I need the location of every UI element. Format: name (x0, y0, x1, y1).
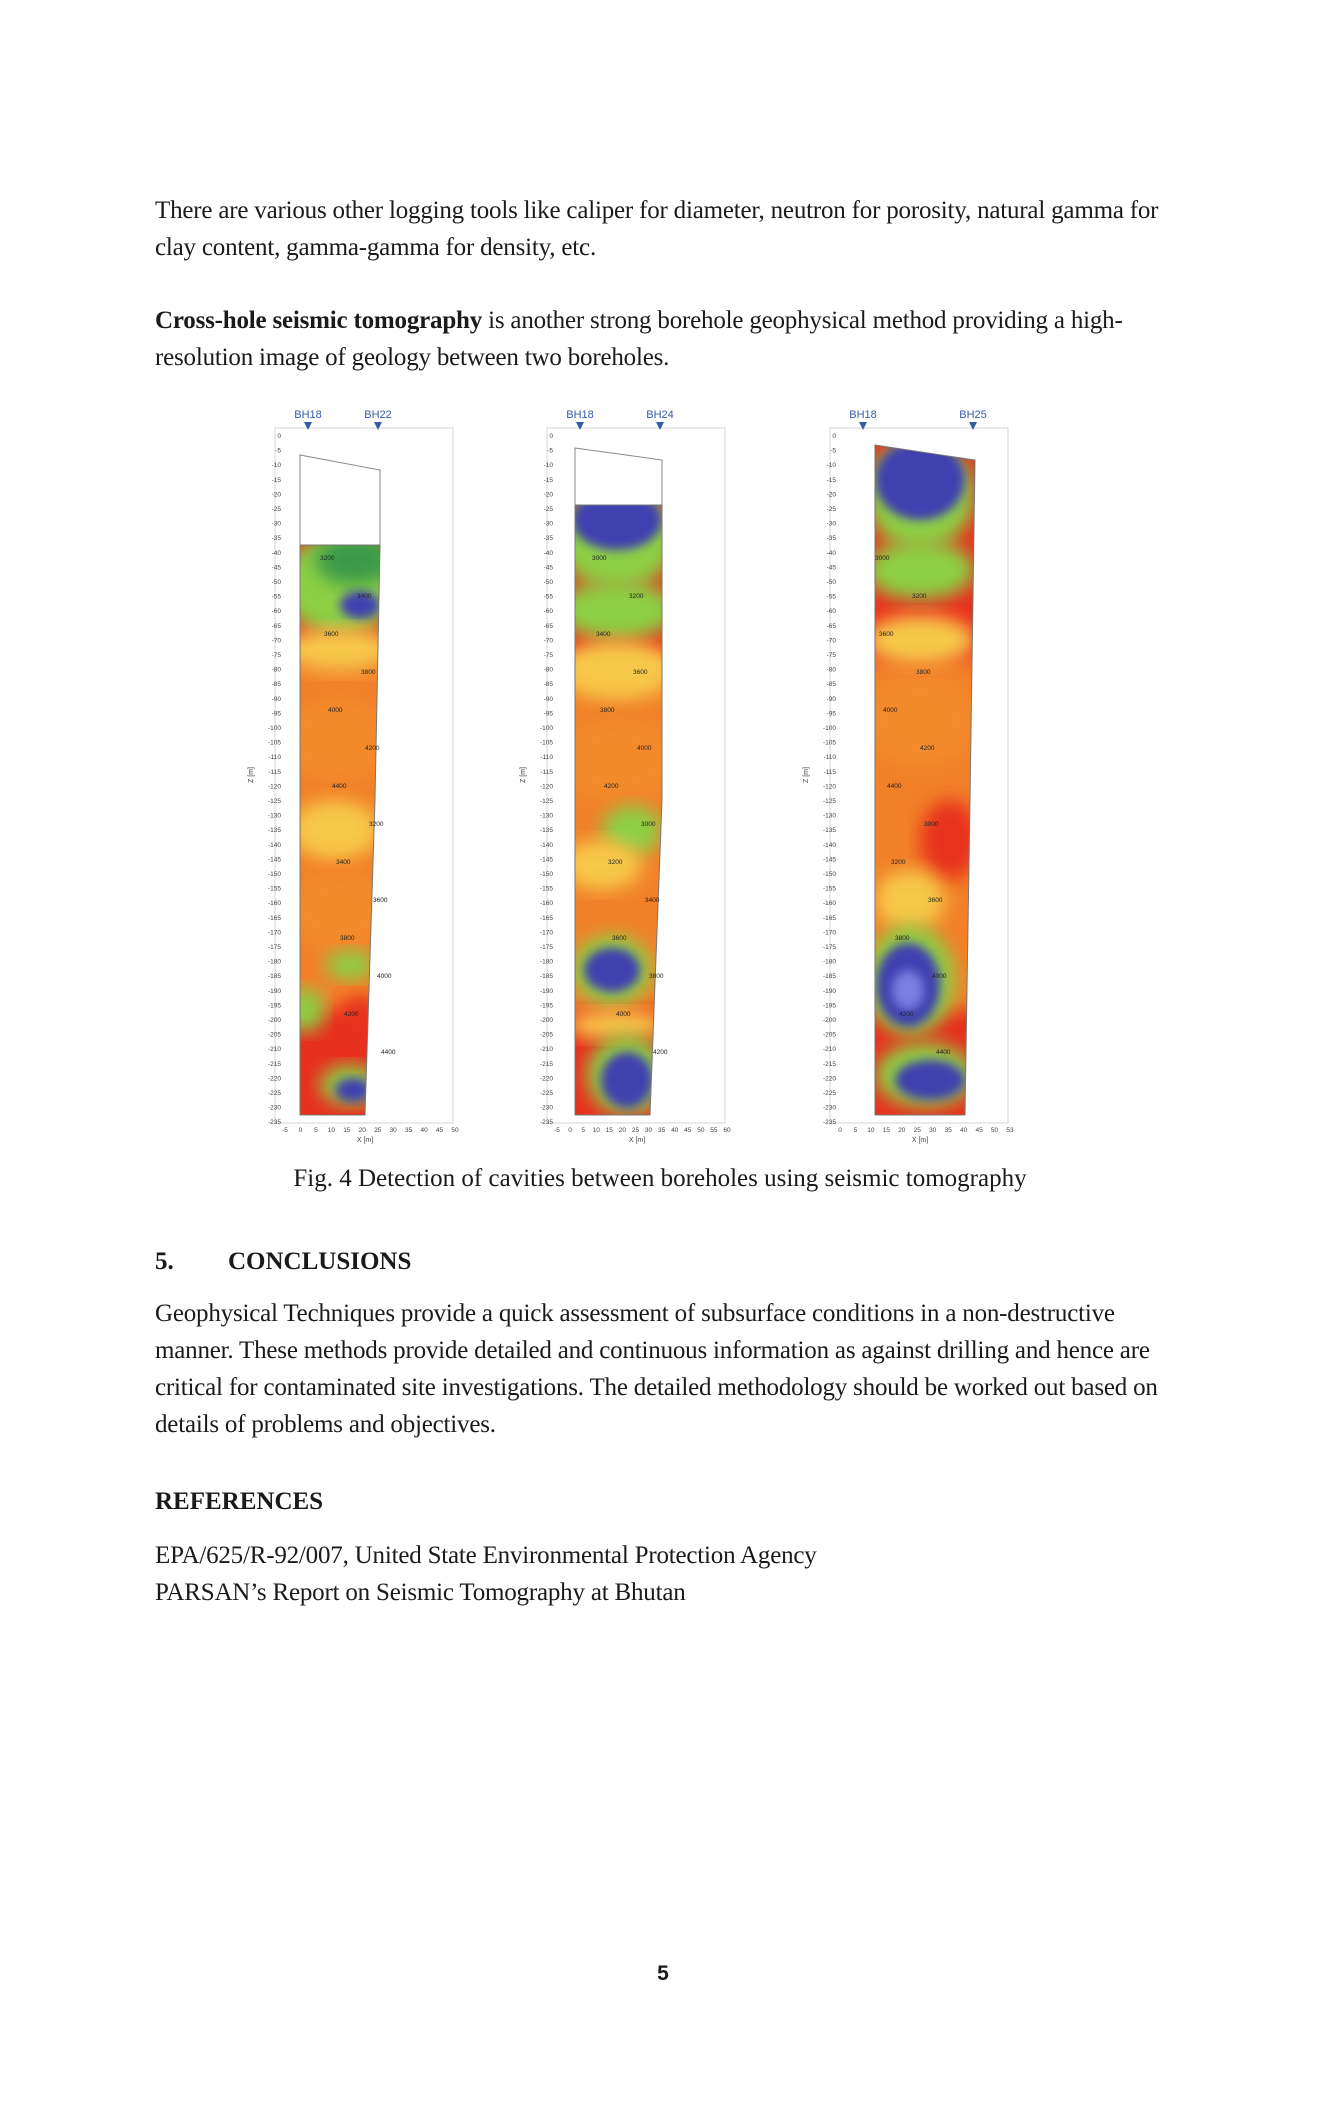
borehole-label: BH25 (959, 409, 987, 421)
contour-value-label: 3600 (879, 631, 894, 638)
contour-value-label: 3200 (320, 555, 335, 562)
depth-tick-label: -140 (822, 841, 836, 849)
depth-tick-label: -180 (539, 958, 553, 966)
contour-value-label: 4400 (936, 1049, 951, 1056)
x-tick-label: 25 (374, 1127, 382, 1134)
depth-tick-label: -85 (271, 681, 281, 689)
x-tick-label: 53 (1006, 1127, 1014, 1134)
depth-tick-label: -15 (271, 476, 281, 484)
contour-value-label: 3600 (373, 897, 388, 904)
depth-tick-label: -185 (539, 973, 553, 981)
depth-tick-label: -40 (826, 549, 836, 557)
depth-tick-label: -140 (267, 841, 281, 849)
depth-tick-label: 0 (277, 433, 281, 440)
depth-tick-label: -50 (271, 579, 281, 586)
depth-tick-label: -70 (826, 637, 836, 645)
x-tick-label: 0 (568, 1127, 572, 1134)
depth-tick-label: -165 (822, 914, 836, 922)
x-tick-label: 15 (605, 1127, 613, 1134)
depth-tick-label: -215 (822, 1060, 836, 1068)
depth-tick-label: -15 (826, 476, 836, 484)
depth-tick-label: -225 (539, 1090, 553, 1097)
cavity-zone (895, 1060, 965, 1100)
x-tick-label: 5 (581, 1127, 585, 1134)
depth-tick-label: -200 (539, 1017, 553, 1024)
depth-tick-label: -170 (822, 929, 836, 937)
depth-tick-label: -100 (539, 725, 553, 732)
depth-tick-label: -65 (826, 622, 836, 630)
depth-tick-label: -165 (539, 914, 553, 922)
x-tick-label: 10 (327, 1127, 335, 1134)
depth-tick-label: -80 (543, 666, 553, 674)
depth-tick-label: -85 (543, 681, 553, 689)
contour-value-label: 3600 (612, 935, 627, 942)
x-tick-label: 15 (882, 1127, 890, 1134)
depth-tick-label: -80 (826, 666, 836, 674)
depth-tick-label: -90 (826, 695, 836, 703)
velocity-zone (865, 615, 975, 665)
x-axis-label: X [m] (628, 1137, 646, 1144)
depth-tick-label: -195 (822, 1002, 836, 1010)
depth-tick-label: -195 (539, 1002, 553, 1010)
depth-tick-label: -5 (547, 447, 553, 455)
depth-tick-label: -180 (267, 958, 281, 966)
contour-value-label: 4000 (616, 1011, 631, 1018)
contour-value-label: 3800 (649, 973, 664, 980)
depth-tick-label: -235 (822, 1119, 836, 1127)
depth-tick-label: -135 (822, 827, 836, 835)
x-tick-label: 5 (853, 1127, 858, 1134)
depth-tick-label: -25 (543, 506, 553, 513)
borehole-label: BH18 (566, 409, 594, 421)
crosshole-description: is another strong borehole geophysical method providing a high-resolution image of geology between two boreholes. (155, 307, 1123, 371)
depth-tick-label: -75 (826, 652, 836, 659)
depth-tick-label: -60 (271, 608, 281, 616)
depth-tick-label: -115 (823, 768, 836, 776)
depth-tick-label: -45 (271, 564, 281, 572)
x-tick-label: 0 (838, 1127, 842, 1134)
contour-value-label: 3000 (924, 821, 939, 828)
depth-tick-label: -70 (543, 637, 553, 645)
depth-tick-label: -175 (822, 944, 836, 951)
x-tick-label: 35 (657, 1127, 666, 1134)
contour-value-label: 4000 (883, 707, 898, 714)
x-tick-label: 45 (975, 1127, 983, 1134)
depth-tick-label: -200 (822, 1017, 836, 1024)
x-tick-label: 25 (631, 1127, 640, 1134)
depth-tick-label: -195 (267, 1002, 281, 1010)
contour-value-label: 3400 (336, 859, 351, 866)
depth-tick-label: -145 (539, 856, 553, 864)
depth-tick-label: -20 (271, 491, 281, 499)
depth-tick-label: -170 (267, 929, 281, 937)
depth-tick-label: -50 (543, 579, 553, 586)
x-tick-label: 10 (592, 1127, 600, 1134)
y-axis-label: Z [m] (520, 767, 527, 783)
depth-tick-label: -30 (271, 520, 281, 528)
x-tick-label: 20 (358, 1127, 366, 1134)
depth-tick-label: -160 (822, 900, 836, 908)
depth-tick-label: 0 (832, 433, 836, 440)
contour-value-label: 3000 (641, 821, 656, 828)
depth-tick-label: -100 (267, 725, 281, 732)
depth-tick-label: -125 (539, 798, 553, 805)
depth-tick-label: -20 (826, 491, 836, 499)
depth-tick-label: -210 (267, 1046, 281, 1054)
depth-tick-label: -120 (267, 783, 281, 791)
borehole-label: BH22 (364, 409, 392, 421)
depth-tick-label: -155 (539, 885, 553, 893)
depth-tick-label: -110 (540, 754, 553, 762)
contour-value-label: 4200 (920, 745, 935, 752)
velocity-zone (290, 800, 380, 860)
contour-value-label: 3800 (361, 669, 376, 676)
depth-tick-label: -130 (539, 812, 553, 820)
velocity-zone (325, 950, 375, 980)
depth-tick-label: -210 (539, 1046, 553, 1054)
x-tick-label: 10 (867, 1127, 875, 1134)
reference-item-1: EPA/625/R-92/007, United State Environmental Protection Agency (155, 1542, 817, 1569)
contour-value-label: 3200 (369, 821, 384, 828)
depth-tick-label: -5 (275, 447, 281, 455)
depth-tick-label: -35 (271, 535, 281, 543)
depth-tick-label: -160 (539, 900, 553, 908)
x-tick-label: 20 (618, 1127, 627, 1134)
depth-tick-label: -80 (271, 666, 281, 674)
depth-tick-label: -235 (539, 1119, 553, 1127)
x-tick-label: 55 (710, 1127, 718, 1134)
x-tick-label: 25 (913, 1127, 921, 1134)
x-axis-label: X [m] (911, 1137, 929, 1144)
tomography-figure (245, 409, 1085, 1144)
depth-tick-label: -75 (271, 652, 281, 659)
contour-value-label: 3000 (592, 555, 607, 562)
depth-tick-label: -175 (267, 944, 281, 951)
tomogram-panel-1 (248, 409, 459, 1144)
x-tick-label: 50 (990, 1127, 999, 1134)
contour-value-label: 3400 (357, 593, 372, 600)
contour-value-label: 4200 (653, 1049, 668, 1056)
depth-tick-label: -65 (543, 622, 553, 630)
contour-value-label: 3000 (875, 555, 890, 562)
contour-value-label: 3800 (916, 669, 931, 676)
depth-tick-label: -90 (271, 695, 281, 703)
depth-tick-label: -90 (543, 695, 553, 703)
contour-value-label: 3200 (629, 593, 644, 600)
depth-tick-label: -230 (822, 1104, 836, 1112)
depth-tick-label: -150 (267, 871, 281, 878)
depth-tick-label: -35 (543, 535, 553, 543)
references-heading: REFERENCES (155, 1488, 324, 1515)
depth-tick-label: -60 (826, 608, 836, 616)
depth-tick-label: -55 (826, 593, 836, 601)
contour-value-label: 4200 (365, 745, 380, 752)
depth-tick-label: -125 (267, 798, 281, 805)
depth-tick-label: -25 (826, 506, 836, 513)
depth-tick-label: -130 (267, 812, 281, 820)
depth-tick-label: -135 (267, 827, 281, 835)
depth-tick-label: -40 (271, 549, 281, 557)
x-tick-label: 20 (898, 1127, 906, 1134)
x-axis-label: X [m] (356, 1137, 374, 1144)
depth-tick-label: -95 (271, 710, 281, 718)
depth-tick-label: -125 (822, 798, 836, 805)
unsampled-zone (300, 455, 380, 545)
depth-tick-label: -60 (543, 608, 553, 616)
x-tick-label: 40 (420, 1127, 428, 1134)
depth-tick-label: -95 (826, 710, 836, 718)
contour-value-label: 3600 (324, 631, 339, 638)
contour-value-label: 4400 (887, 783, 902, 790)
depth-tick-label: -15 (543, 476, 553, 484)
depth-tick-label: -120 (822, 783, 836, 791)
depth-tick-label: -5 (830, 447, 836, 455)
depth-tick-label: -10 (543, 462, 553, 470)
depth-tick-label: -230 (539, 1104, 553, 1112)
depth-tick-label: -220 (822, 1075, 836, 1083)
depth-tick-label: -130 (822, 812, 836, 820)
depth-tick-label: 0 (549, 433, 553, 440)
contour-value-label: 4400 (332, 783, 347, 790)
depth-tick-label: -30 (826, 520, 836, 528)
contour-value-label: 3400 (645, 897, 660, 904)
contour-value-label: 3400 (596, 631, 611, 638)
velocity-zone (865, 540, 975, 600)
depth-tick-label: -55 (543, 593, 553, 601)
depth-tick-label: -45 (543, 564, 553, 572)
x-tick-label: 60 (723, 1127, 731, 1134)
depth-tick-label: -40 (543, 549, 553, 557)
x-tick-label: 15 (343, 1127, 351, 1134)
section-title: CONCLUSIONS (228, 1248, 412, 1275)
depth-tick-label: -30 (543, 520, 553, 528)
depth-tick-label: -140 (539, 841, 553, 849)
depth-tick-label: -50 (826, 579, 836, 586)
depth-tick-label: -55 (271, 593, 281, 601)
depth-tick-label: -10 (271, 462, 281, 470)
depth-tick-label: -115 (540, 768, 553, 776)
contour-value-label: 3200 (608, 859, 623, 866)
borehole-label: BH24 (646, 409, 674, 421)
y-axis-label: Z [m] (803, 767, 810, 783)
conclusions-heading (155, 1248, 411, 1276)
contour-value-label: 3600 (928, 897, 943, 904)
depth-tick-label: -185 (267, 973, 281, 981)
depth-tick-label: -145 (822, 856, 836, 864)
depth-tick-label: -85 (826, 681, 836, 689)
depth-tick-label: -205 (539, 1031, 553, 1039)
depth-tick-label: -230 (267, 1104, 281, 1112)
depth-tick-label: -170 (539, 929, 553, 937)
tomogram-panel-3 (803, 409, 1014, 1144)
section-number: 5. (155, 1248, 174, 1275)
depth-tick-label: -180 (822, 958, 836, 966)
x-tick-label: 35 (405, 1127, 413, 1134)
depth-tick-label: -190 (539, 987, 553, 995)
borehole-label: BH18 (294, 409, 322, 421)
depth-tick-label: -215 (539, 1060, 553, 1068)
x-tick-label: 30 (929, 1127, 937, 1134)
depth-tick-label: -210 (822, 1046, 836, 1054)
x-tick-label: 50 (451, 1127, 459, 1134)
x-tick-label: 40 (671, 1127, 679, 1134)
crosshole-term: Cross-hole seismic tomography (155, 307, 483, 334)
depth-tick-label: -215 (267, 1060, 281, 1068)
conclusions-text: Geophysical Techniques provide a quick assessment of subsurface conditions in a non-destructive manner. These methods provide detailed and continuous information as against drilling and hence are critical for contaminated site investigations. The detailed methodology should be worked out based on details of problems and objectives. (155, 1300, 1158, 1438)
contour-value-label: 4200 (604, 783, 619, 790)
paragraph-crosshole (155, 302, 1165, 376)
x-tick-label: 5 (314, 1127, 318, 1134)
contour-value-label: 4000 (932, 973, 947, 980)
depth-tick-label: -200 (267, 1017, 281, 1024)
x-tick-label: 50 (697, 1127, 705, 1134)
x-tick-label: -5 (554, 1127, 560, 1134)
depth-tick-label: -205 (267, 1031, 281, 1039)
contour-value-label: 4000 (377, 973, 392, 980)
contour-value-label: 4000 (637, 745, 652, 752)
reference-item-2: PARSAN’s Report on Seismic Tomography at Bhutan (155, 1579, 686, 1606)
depth-tick-label: -155 (822, 885, 836, 893)
depth-tick-label: -220 (539, 1075, 553, 1083)
depth-tick-label: -105 (539, 739, 553, 747)
tomogram-panel-2 (520, 409, 731, 1144)
depth-tick-label: -185 (822, 973, 836, 981)
x-tick-label: 45 (435, 1127, 444, 1134)
cavity-zone (892, 970, 924, 1010)
page-number: 5 (657, 1962, 669, 1985)
depth-tick-label: -190 (822, 987, 836, 995)
depth-tick-label: -150 (822, 871, 836, 878)
depth-tick-label: -190 (267, 987, 281, 995)
depth-tick-label: -120 (539, 783, 553, 791)
depth-tick-label: -160 (267, 900, 281, 908)
x-tick-label: 30 (644, 1127, 653, 1134)
x-tick-label: 45 (684, 1127, 692, 1134)
cavity-zone (584, 948, 640, 992)
depth-tick-label: -225 (267, 1090, 281, 1097)
contour-value-label: 3200 (891, 859, 906, 866)
contour-value-label: 3800 (600, 707, 615, 714)
y-axis-label: Z [m] (248, 767, 255, 783)
depth-tick-label: -110 (823, 754, 836, 762)
depth-tick-label: -110 (268, 754, 281, 762)
depth-tick-label: -75 (543, 652, 553, 659)
x-tick-label: 40 (960, 1127, 968, 1134)
depth-tick-label: -135 (539, 827, 553, 835)
contour-value-label: 4200 (344, 1011, 359, 1018)
figure-caption: Fig. 4 Detection of cavities between boreholes using seismic tomography (293, 1165, 1027, 1192)
depth-tick-label: -95 (543, 710, 553, 718)
contour-value-label: 4000 (328, 707, 343, 714)
x-tick-label: 0 (298, 1127, 303, 1134)
contour-value-label: 4200 (899, 1011, 914, 1018)
depth-tick-label: -45 (826, 564, 836, 572)
depth-tick-label: -235 (267, 1119, 281, 1127)
depth-tick-label: -145 (267, 856, 281, 864)
paragraph-logging-tools: There are various other logging tools like caliper for diameter, neutron for porosity, natural gamma for clay content, gamma-gamma for density, etc. (155, 197, 1159, 261)
contour-value-label: 4400 (381, 1049, 396, 1056)
x-tick-label: -5 (282, 1127, 288, 1134)
depth-tick-label: -150 (539, 871, 553, 878)
depth-tick-label: -165 (267, 914, 281, 922)
depth-tick-label: -10 (826, 462, 836, 470)
depth-tick-label: -70 (271, 637, 281, 645)
x-tick-label: 35 (944, 1127, 952, 1134)
depth-tick-label: -220 (267, 1075, 281, 1083)
contour-value-label: 3800 (895, 935, 910, 942)
x-tick-label: 30 (389, 1127, 397, 1134)
contour-value-label: 3200 (912, 593, 927, 600)
depth-tick-label: -25 (271, 506, 281, 513)
depth-tick-label: -175 (539, 944, 553, 951)
depth-tick-label: -20 (543, 491, 553, 499)
cavity-zone (601, 1052, 653, 1108)
depth-tick-label: -100 (822, 725, 836, 732)
depth-tick-label: -65 (271, 622, 281, 630)
borehole-label: BH18 (849, 409, 877, 421)
depth-tick-label: -105 (822, 739, 836, 747)
depth-tick-label: -35 (826, 535, 836, 543)
contour-value-label: 3800 (340, 935, 355, 942)
tomography-panels (245, 409, 1085, 1144)
depth-tick-label: -205 (822, 1031, 836, 1039)
depth-tick-label: -105 (267, 739, 281, 747)
depth-tick-label: -225 (822, 1090, 836, 1097)
contour-value-label: 3600 (633, 669, 648, 676)
depth-tick-label: -115 (268, 768, 281, 776)
depth-tick-label: -155 (267, 885, 281, 893)
